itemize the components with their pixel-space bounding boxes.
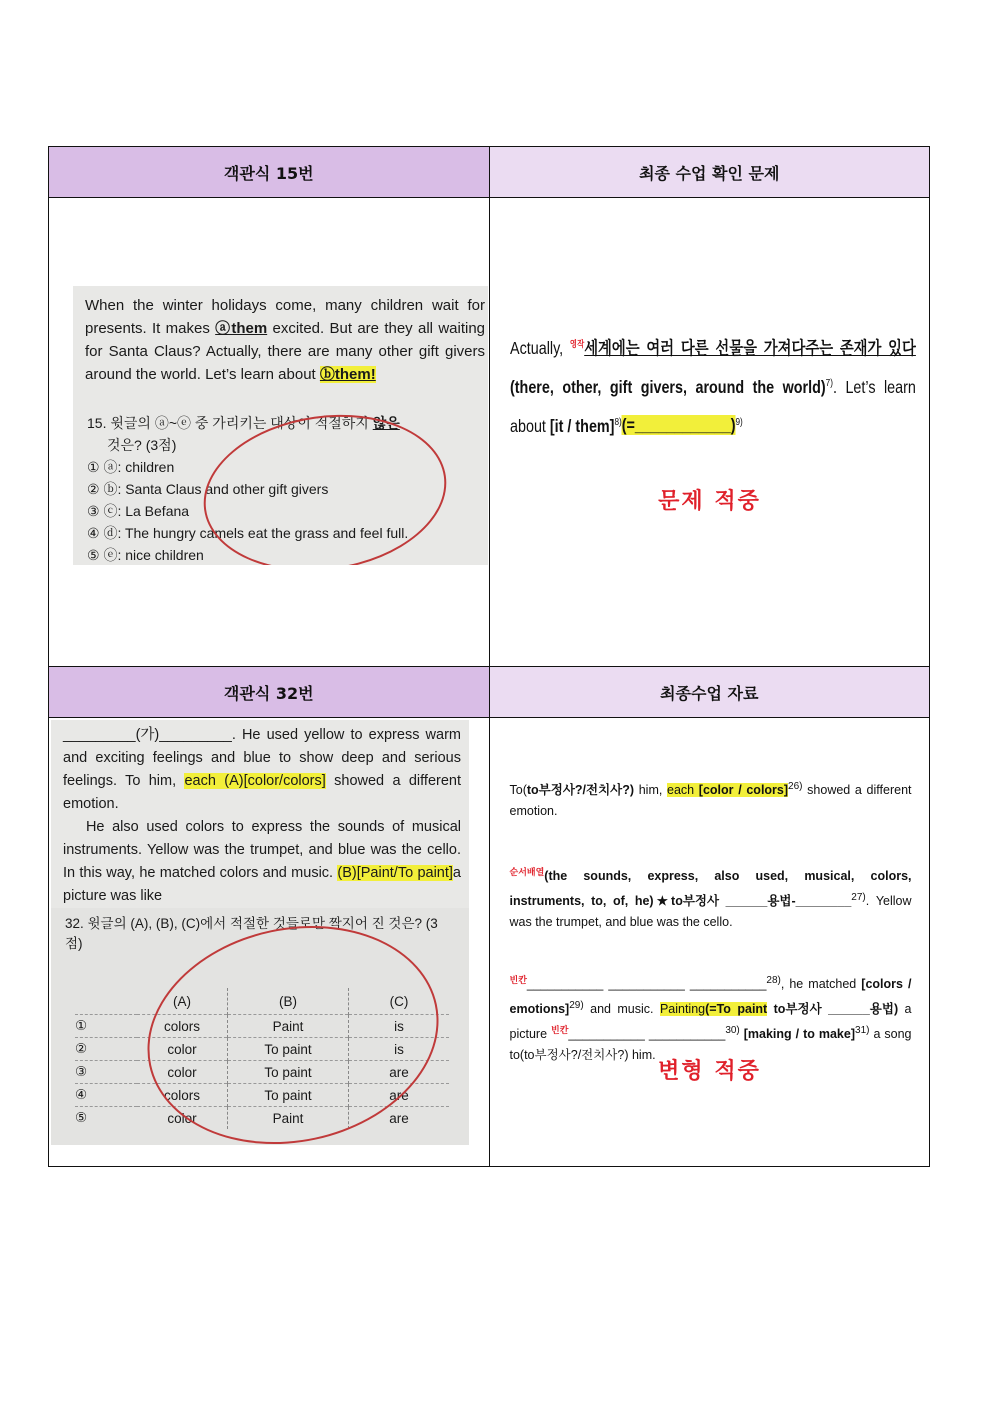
option-1: ① ⓐ: children — [87, 459, 175, 475]
hit-label-material: 변형 적중 — [658, 1059, 761, 1084]
header-top-left: 객관식 15번 — [49, 147, 490, 198]
material-para-3: $^{빈칸}$___________ ___________ ___________$^{28)}$, he matched [colors / emotions]$^{29)}$ and music. Painting(=To paint to부정사 ______용법) a picture $^{빈칸}$___________ ___________$^{30)}$ [making / to make]$^{31)}$ a song to(to부정사?/전치사?) him. — [509, 975, 912, 1063]
header-bottom-right: 최종수업 자료 — [489, 667, 930, 718]
hit-label-question: 문제 적중 — [658, 489, 761, 514]
header-top-right: 최종 수업 확인 문제 — [489, 147, 930, 198]
cell-final-material — [489, 718, 930, 1167]
answer-row: ⑤ color Paint are — [75, 1107, 449, 1130]
cell-exam-15 — [49, 198, 490, 667]
cell-exam-32 — [49, 718, 490, 1167]
answer-row: ② color To paint is — [75, 1038, 449, 1061]
comparison-table — [48, 146, 930, 1167]
header-bottom-left: 객관식 32번 — [49, 667, 490, 718]
option-3: ③ ⓒ: La Befana — [87, 503, 190, 519]
cell-final-question — [489, 198, 930, 667]
question-32-area — [51, 908, 469, 1145]
question-32: 32. 윗글의 (A), (B), (C)에서 적절한 것들로만 짝지어 진 것은? (3점) — [65, 916, 438, 951]
answer-table: (A) (B) (C) ① colors Paint is ② color To paint is ③ color To paint are ④ colors To paint are ⑤ color Paint are — [75, 988, 449, 1129]
exam-scan-15 — [73, 286, 488, 565]
option-5: ⑤ ⓔ: nice children — [87, 547, 204, 563]
answer-row: ① colors Paint is — [75, 1015, 449, 1038]
material-para-1: To(to부정사?/전치사?) him, each [color / colors]$^{26)}$ showed a different emotion. — [509, 781, 912, 819]
answer-row: ③ color To paint are — [75, 1061, 449, 1084]
final-question-text: Actually, $^{영작}$세계에는 여러 다른 선물을 가져다주는 존재가 있다(there, other, gift givers, around the world)$^{7)}$. Let’s learn about [it / them]$^{8)}$(=____________)$^{9)}$ — [509, 337, 916, 436]
question-15: 15. 윗글의 ⓐ~ⓔ 중 가리키는 대상이 적절하지 않은 것은? (3점) ① ⓐ: children ② ⓑ: Santa Claus and other gift givers ③ ⓒ: La Befana ④ ⓓ: The hungry camels eat the grass and feel full. ⑤ ⓔ: nice children — [87, 412, 477, 565]
passage-32: _________(가)_________. He used yellow to express warm and exciting feelings and blue to show deep and serious feelings. To him, each (A)[color/colors] showed a different emotion. He also used colors to express the sounds of musical instruments. Yellow was the trumpet, and blue was the cello. In this way, he matched colors and music. (B)[Paint/To paint]a picture was like — [63, 727, 461, 904]
answer-row: ④ colors To paint are — [75, 1084, 449, 1107]
exam-scan-32 — [51, 720, 469, 1145]
option-2: ② ⓑ: Santa Claus and other gift givers — [87, 481, 329, 497]
option-4: ④ ⓓ: The hungry camels eat the grass and feel full. — [87, 525, 409, 541]
passage-15: When the winter holidays come, many children wait for presents. It makes ⓐthem excited. But are they all waiting for Santa Claus? Actually, there are many other gift givers around the world. Let’s learn about ⓑthem! — [85, 297, 486, 383]
material-para-2: $^{순서배열}$(the sounds, express, also used, musical, colors, instruments, to, of, he)★to부정사 ______용법-________$^{27)}$. Yellow was the trumpet, and blue was the cello. — [509, 867, 912, 930]
